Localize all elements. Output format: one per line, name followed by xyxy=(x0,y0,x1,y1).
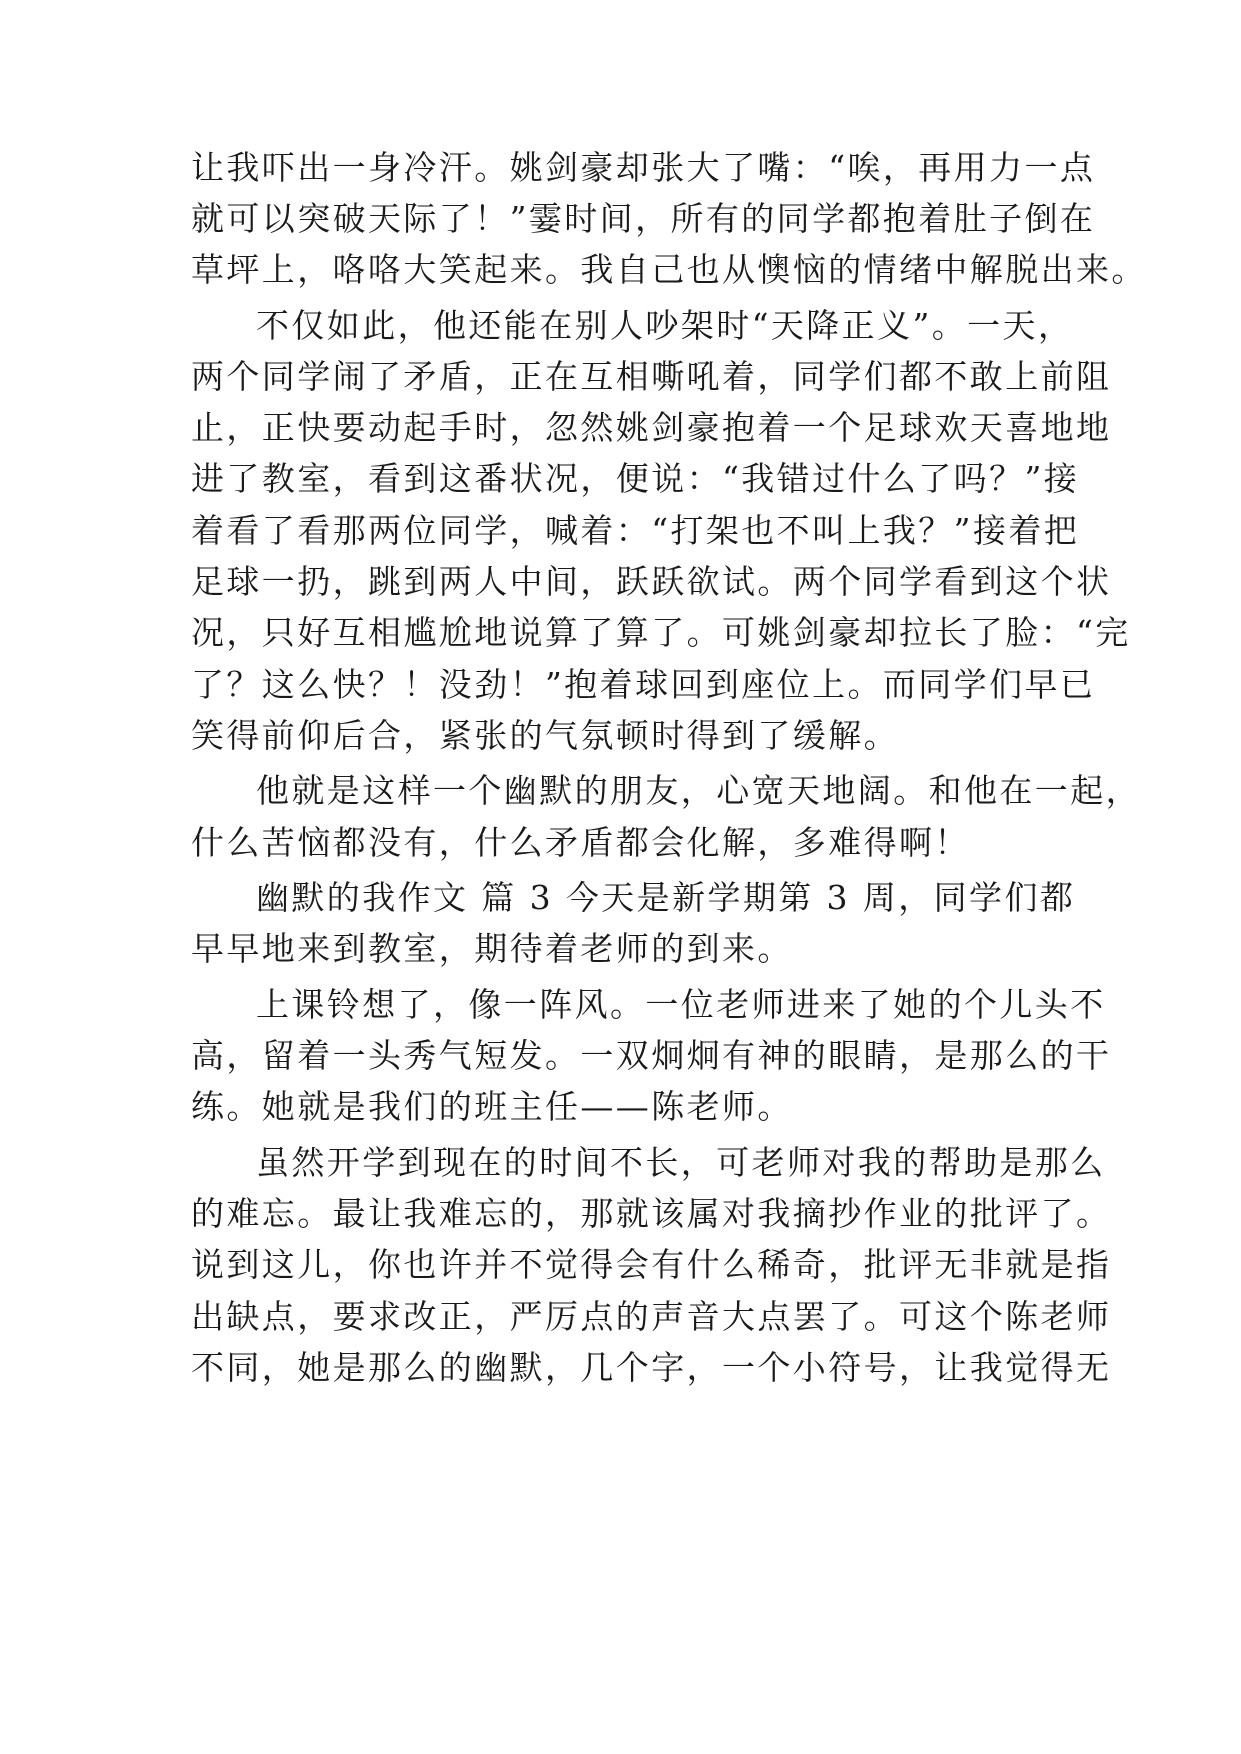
text-line: 不仅如此，他还能在别人吵架时“天降正义”。一天， xyxy=(256,306,1074,345)
text-line: 让我吓出一身冷汗。姚剑豪却张大了嘴：“唉，再用力一点 xyxy=(191,148,1096,187)
text-line: 就可以突破天际了！”霎时间，所有的同学都抱着肚子倒在 xyxy=(191,199,1096,238)
text-line: 况，只好互相尴尬地说算了算了。可姚剑豪却拉长了脸：“完 xyxy=(191,613,1131,652)
text-line: 足球一扔，跳到两人中间，跃跃欲试。两个同学看到这个状 xyxy=(191,562,1112,601)
text-line: 幽默的我作文 篇 3 今天是新学期第 3 周，同学们都 xyxy=(256,878,1076,917)
text-line: 他就是这样一个幽默的朋友，心宽天地阔。和他在一起， xyxy=(256,771,1141,810)
text-line: 出缺点，要求改正，严厉点的声音大点罢了。可这个陈老师 xyxy=(191,1297,1112,1336)
text-line: 了？这么快？！没劲！”抱着球回到座位上。而同学们早已 xyxy=(191,665,1096,704)
text-line: 笑得前仰后合，紧张的气氛顿时得到了缓解。 xyxy=(191,716,899,755)
text-line: 什么苦恼都没有，什么矛盾都会化解，多难得啊！ xyxy=(191,823,970,862)
text-line: 的难忘。最让我难忘的，那就该属对我摘抄作业的批评了。 xyxy=(191,1194,1112,1233)
text-line: 止，正快要动起手时，忽然姚剑豪抱着一个足球欢天喜地地 xyxy=(191,408,1112,447)
text-line: 虽然开学到现在的时间不长，可老师对我的帮助是那么 xyxy=(256,1143,1106,1182)
text-line: 进了教室，看到这番状况，便说：“我错过什么了吗？”接 xyxy=(191,459,1080,498)
text-line: 两个同学闹了矛盾，正在互相嘶吼着，同学们都不敢上前阻 xyxy=(191,357,1112,396)
text-line: 练。她就是我们的班主任——陈老师。 xyxy=(191,1087,793,1126)
text-line: 草坪上，咯咯大笑起来。我自己也从懊恼的情绪中解脱出来。 xyxy=(191,250,1147,289)
text-line: 早早地来到教室，期待着老师的到来。 xyxy=(191,929,793,968)
text-line: 说到这儿，你也许并不觉得会有什么稀奇，批评无非就是指 xyxy=(191,1245,1112,1284)
text-line: 不同，她是那么的幽默，几个字，一个小符号，让我觉得无 xyxy=(191,1348,1112,1387)
text-line: 高，留着一头秀气短发。一双炯炯有神的眼睛，是那么的干 xyxy=(191,1036,1112,1075)
text-line: 着看了看那两位同学，喊着：“打架也不叫上我？”接着把 xyxy=(191,511,1080,550)
text-line: 上课铃想了，像一阵风。一位老师进来了她的个儿头不 xyxy=(256,985,1106,1024)
